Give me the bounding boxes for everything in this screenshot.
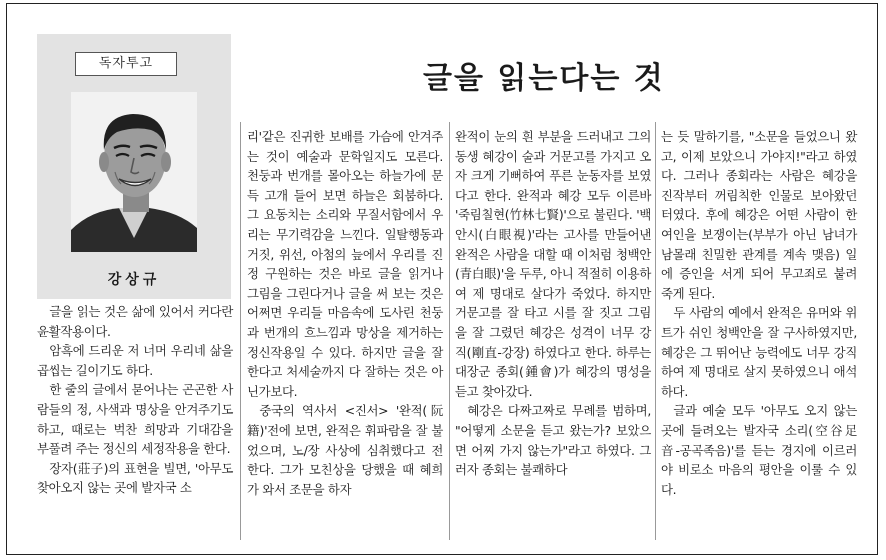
portrait-illustration [71,92,197,252]
paragraph: 글과 예술 모두 '아무도 오지 않는 곳에 들려오는 발자국 소리(空谷足音-공곡족음)'를 듣는 경지에 이르러야 비로소 마음의 평안을 이룰 수 있다. [661,403,857,497]
paragraph: 중국의 역사서 <진서> '완적(阮籍)'전에 보면, 완적은 휘파람을 잘 불었으며, 노/장 사상에 심취했다고 전한다. 그가 모친상을 당했을 때 혜희가 와서 조문을 하자 [247,403,443,497]
paragraph: 글을 읽는 것은 삶에 있어서 커다란 윤활작용이다. [37,304,233,339]
paragraph: 는 듯 말하기를, "소문을 들었으니 왔고, 이제 보았으니 가야지!"라고 하였다. 그러나 종회라는 사람은 혜강을 진작부터 꺼림칙한 인물로 보아왔던 터였다. 후에 혜강은 어떤 사람이 한 여인을 보쟁이는(부부가 아닌 남녀가 남몰래 친밀한 관계를 계속 맺음) 일에 증인을 서게 되어 무고죄로 붙려 죽게 된다. [661,129,857,301]
column-divider [655,122,656,540]
author-sidebar [37,34,231,299]
article-column-3 [455,127,651,480]
paragraph: 두 사람의 예에서 완적은 유머와 위트가 쉬인 청백안을 잘 구사하였지만, 혜강은 그 뛰어난 능력에도 너무 강직하여 제 명대로 살지 못하였으니 애석하다. [661,305,857,399]
paragraph: 혜강은 다짜고짜로 무례를 범하며, "어떻게 소문을 듣고 왔는가? 보았으면 어찌 가지 않는가"라고 하였다. 그러자 종회는 불쾌하다 [455,403,651,478]
paragraph: 장자(莊子)의 표현을 빌면, '아무도 찾아오지 않는 곳에 발자국 소 [37,460,233,496]
clipping-frame [6,3,878,555]
section-label: 독자투고 [75,52,177,76]
article-headline: 글을 읽는다는 것 [423,61,665,96]
article-column-4 [661,127,857,499]
author-name: 강상규 [107,272,161,288]
column-divider [449,122,450,540]
article-column-1 [37,302,233,498]
column-divider [240,122,241,540]
paragraph: 완적이 눈의 흰 부분을 드러내고 그의 동생 혜강이 술과 거문고를 가지고 오자 크게 기뻐하여 푸른 눈동자를 보였다고 한다. 완적과 혜강 모두 이른바 '죽림칠현(竹林七賢)'으로 불린다. '백안시(白眼視)'라는 고사를 만들어낸 완적은 사람을 대할 때 이처럼 청백안(青白眼)'을 두루, 아니 적절히 이용하여 제 명대로 살다가 죽었다. 하지만 거문고를 잘 타고 시를 잘 짓고 그림을 잘 그렸던 혜강은 성격이 너무 강직(剛直-강장) 하였다고 한다. 하루는 대장군 종회(鍾會)가 혜강의 명성을 듣고 찾아갔다. [455,129,651,399]
article-column-2 [247,127,443,499]
paragraph: 암흑에 드리운 저 너머 우리네 삶을 곱씹는 길이기도 하다. [37,343,233,378]
paragraph: 한 줄의 글에서 묻어나는 곤곤한 사람들의 정, 사색과 명상을 안겨주기도 하고, 때로는 벅찬 희망과 기대감을 부풀려 주는 정신의 세정작용을 한다. [37,382,233,457]
paragraph: 리'같은 진귀한 보배를 가슴에 안겨주는 것이 예술과 문학일지도 모른다. 천둥과 번개를 몰아오는 하늘가에 문득 고개 들어 보면 하늘은 회붐하다. 그 요동치는 소리와 무질서함에서 우리는 무기력감을 느낀다. 일탈행동과 거짓, 위선, 아첨의 늪에서 우리를 진정 구원하는 것은 바로 글을 읽거나 그림을 그린다거나 글을 써 보는 것은 어쩌면 우리들 마음속에 도사린 천둥과 번개의 흐느낌과 망상을 제거하는 정신작용일 수 있다. 하지만 글을 잘한다고 처세술까지 다 잘하는 것은 아닌가보다. [247,129,443,399]
author-portrait [71,92,197,252]
